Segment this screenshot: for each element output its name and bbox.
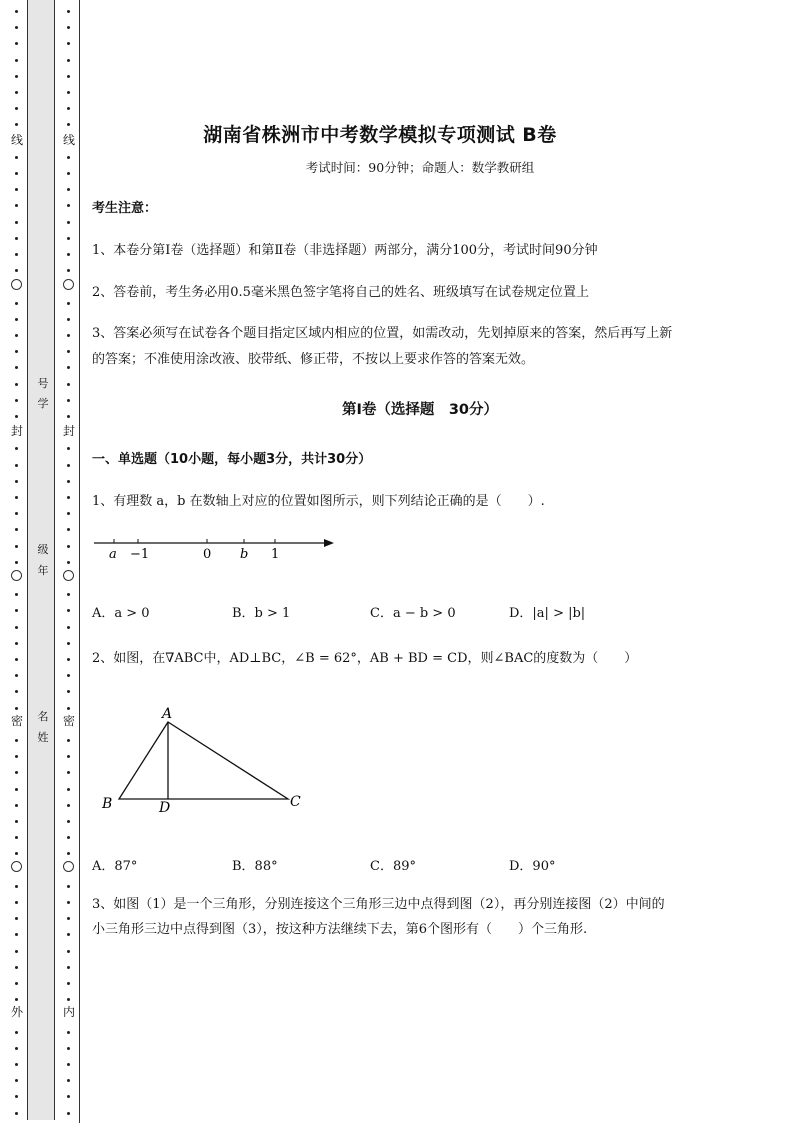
binding-dot [67,42,70,45]
binding-dot [67,221,70,224]
binding-dot [15,658,18,661]
binding-dot [15,334,18,337]
strip-label-xing: 姓 [37,731,49,744]
binding-dot [67,771,70,774]
label-b: b [240,547,249,562]
binding-dot [15,804,18,807]
binding-dot [15,626,18,629]
binding-dot [67,123,70,126]
binding-dot [67,820,70,823]
binding-dot [67,966,70,969]
binding-dot [15,836,18,839]
binding-dot [67,609,70,612]
question-3-stem: 3、如图（1）是一个三角形，分别连接这个三角形三边中点得到图（2），再分别连接图（2）中间的 [92,897,665,912]
point-d-label: D [159,800,171,816]
notice-item: 的答案；不准使用涂改液、胶带纸、修正带，不按以上要求作答的答案无效。 [92,352,535,367]
binding-dot [67,26,70,29]
label-a: a [109,547,117,562]
q2-option-b: B．88° [232,859,278,874]
binding-dot [67,91,70,94]
binding-dot [67,998,70,1001]
question-3-stem-cont: 小三角形三边中点得到图（3），按这种方法继续下去，第6个图形有（ ）个三角形. [92,922,588,937]
binding-dot [67,901,70,904]
binding-dot [67,982,70,985]
binding-dot [67,1095,70,1098]
binding-dot [67,10,70,13]
binding-dot [15,59,18,62]
margin-rule [79,0,80,1123]
binding-dot [15,545,18,548]
binding-dot [67,318,70,321]
binding-dot [67,172,70,175]
binding-dot [15,447,18,450]
inner-mark-seal: 封 [62,424,75,438]
binding-dot [15,901,18,904]
exam-info: 考试时间：90分钟；命题人：数学教研组 [305,160,535,175]
binding-dot [67,804,70,807]
binding-dot [67,350,70,353]
binding-dot [67,302,70,305]
binding-dot [15,10,18,13]
binding-dot [15,302,18,305]
binding-dot [15,464,18,467]
binding-dot [15,269,18,272]
binding-dot [15,1031,18,1034]
binding-dot [15,739,18,742]
vertex-b-label: B [102,796,113,812]
binding-dot [15,512,18,515]
outer-dotted-line [12,0,22,1123]
binding-dot [67,464,70,467]
binding-dot [67,950,70,953]
label-0: 0 [203,547,212,562]
q2-option-a: A．87° [92,859,138,874]
page-title: 湖南省株洲市中考数学模拟专项测试 B卷 [203,124,557,146]
binding-dot [15,26,18,29]
notice-item: 2、答卷前，考生务必用0.5毫米黑色签字笔将自己的姓名、班级填写在试卷规定位置上 [92,285,589,300]
binding-dot [67,690,70,693]
binding-dot [67,188,70,191]
binding-dot [67,933,70,936]
outer-circle [11,861,22,872]
outer-mark-outside: 外 [10,1005,23,1019]
binding-dot [15,755,18,758]
binding-dot [15,788,18,791]
inner-circle [63,279,74,290]
binding-dot [15,1112,18,1115]
number-line-figure [90,528,340,566]
strip-label-nian: 年 [37,564,49,577]
binding-dot [67,496,70,499]
binding-dot [67,917,70,920]
q2-option-c: C．89° [370,859,416,874]
binding-dot [15,528,18,531]
notice-item: 3、答案必须写在试卷各个题目指定区域内相应的位置，如需改动，先划掉原来的答案，然后再写上新 [92,326,673,341]
binding-dot [67,447,70,450]
binding-dot [67,561,70,564]
binding-dot [67,755,70,758]
binding-dot [15,690,18,693]
binding-dot [67,204,70,207]
binding-dot [15,852,18,855]
binding-dot [15,318,18,321]
binding-dot [15,366,18,369]
binding-margin [0,0,82,1123]
binding-dot [15,998,18,1001]
binding-dot [15,496,18,499]
question-2-stem: 2、如图，在∇ABC中，AD⊥BC，∠B = 62°，AB + BD = CD，则∠BAC的度数为（ ） [92,651,638,666]
binding-dot [15,1095,18,1098]
binding-dot [67,366,70,369]
binding-dot [15,885,18,888]
inner-mark-line: 线 [62,133,75,147]
q1-option-d: D．|a| > |b| [509,606,586,621]
triangle-figure [98,702,318,820]
binding-dot [15,1047,18,1050]
outer-circle [11,279,22,290]
strip-label-ming: 名 [37,710,49,723]
binding-dot [15,156,18,159]
binding-dot [67,75,70,78]
binding-dot [67,545,70,548]
binding-dot [67,399,70,402]
outer-mark-seal: 封 [10,424,23,438]
binding-dot [15,204,18,207]
binding-dot [15,609,18,612]
inner-circle [63,861,74,872]
label-1: 1 [271,547,280,562]
q2-option-d: D．90° [509,859,556,874]
binding-dot [67,1079,70,1082]
binding-dot [15,1063,18,1066]
outer-circle [11,570,22,581]
binding-dot [67,642,70,645]
binding-dot [67,415,70,418]
binding-dot [15,237,18,240]
q1-option-a: A．a > 0 [92,606,150,621]
inner-circle [63,570,74,581]
binding-dot [67,593,70,596]
binding-dot [67,836,70,839]
binding-dot [67,788,70,791]
binding-dot [67,1047,70,1050]
binding-dot [67,59,70,62]
vertex-c-label: C [290,794,301,810]
binding-dot [15,674,18,677]
binding-dot [67,739,70,742]
binding-dot [15,42,18,45]
outer-mark-secret: 密 [10,714,23,728]
binding-dot [15,107,18,110]
q1-option-c: C．a − b > 0 [370,606,456,621]
binding-dot [67,334,70,337]
binding-dot [67,237,70,240]
binding-dot [15,933,18,936]
binding-dot [67,707,70,710]
binding-dot [15,480,18,483]
section-title: 第I卷（选择题 30分） [341,402,499,418]
binding-dot [15,982,18,985]
binding-dot [15,188,18,191]
binding-dot [15,350,18,353]
axis-arrow-icon [324,539,334,547]
part-heading: 一、单选题（10小题，每小题3分，共计30分） [92,452,372,467]
binding-dot [15,593,18,596]
binding-dot [67,1112,70,1115]
binding-dot [15,820,18,823]
outer-mark-line: 线 [10,133,23,147]
binding-dot [67,253,70,256]
label-neg1: −1 [130,547,150,562]
vertex-a-label: A [162,706,173,722]
inner-dotted-line [64,0,74,1123]
binding-dot [15,123,18,126]
binding-dot [67,658,70,661]
binding-dot [15,966,18,969]
student-info-strip [27,0,55,1120]
binding-dot [67,1063,70,1066]
binding-dot [67,269,70,272]
binding-dot [15,91,18,94]
binding-dot [67,107,70,110]
binding-dot [15,707,18,710]
binding-dot [15,172,18,175]
binding-dot [67,1031,70,1034]
binding-dot [15,771,18,774]
binding-dot [67,885,70,888]
question-1-stem: 1、有理数 a，b 在数轴上对应的位置如图所示，则下列结论正确的是（ ）. [92,494,545,509]
binding-dot [15,221,18,224]
binding-dot [15,950,18,953]
inner-mark-inside: 内 [62,1005,75,1019]
binding-dot [67,626,70,629]
triangle-abc [119,722,288,799]
binding-dot [67,383,70,386]
binding-dot [15,1079,18,1082]
binding-dot [67,512,70,515]
strip-label-hao: 号 [37,377,49,390]
binding-dot [67,674,70,677]
q1-option-b: B．b > 1 [232,606,291,621]
binding-dot [15,917,18,920]
inner-mark-secret: 密 [62,714,75,728]
binding-dot [67,156,70,159]
notice-item: 1、本卷分第I卷（选择题）和第Ⅱ卷（非选择题）两部分，满分100分，考试时间90分钟 [92,243,598,258]
binding-dot [15,75,18,78]
binding-dot [67,852,70,855]
strip-label-ji: 级 [37,543,49,556]
binding-dot [15,561,18,564]
strip-label-xue: 学 [37,397,49,410]
binding-dot [67,480,70,483]
binding-dot [15,415,18,418]
notice-heading: 考生注意： [92,201,158,216]
binding-dot [67,528,70,531]
binding-dot [15,399,18,402]
binding-dot [15,383,18,386]
binding-dot [15,253,18,256]
binding-dot [15,642,18,645]
